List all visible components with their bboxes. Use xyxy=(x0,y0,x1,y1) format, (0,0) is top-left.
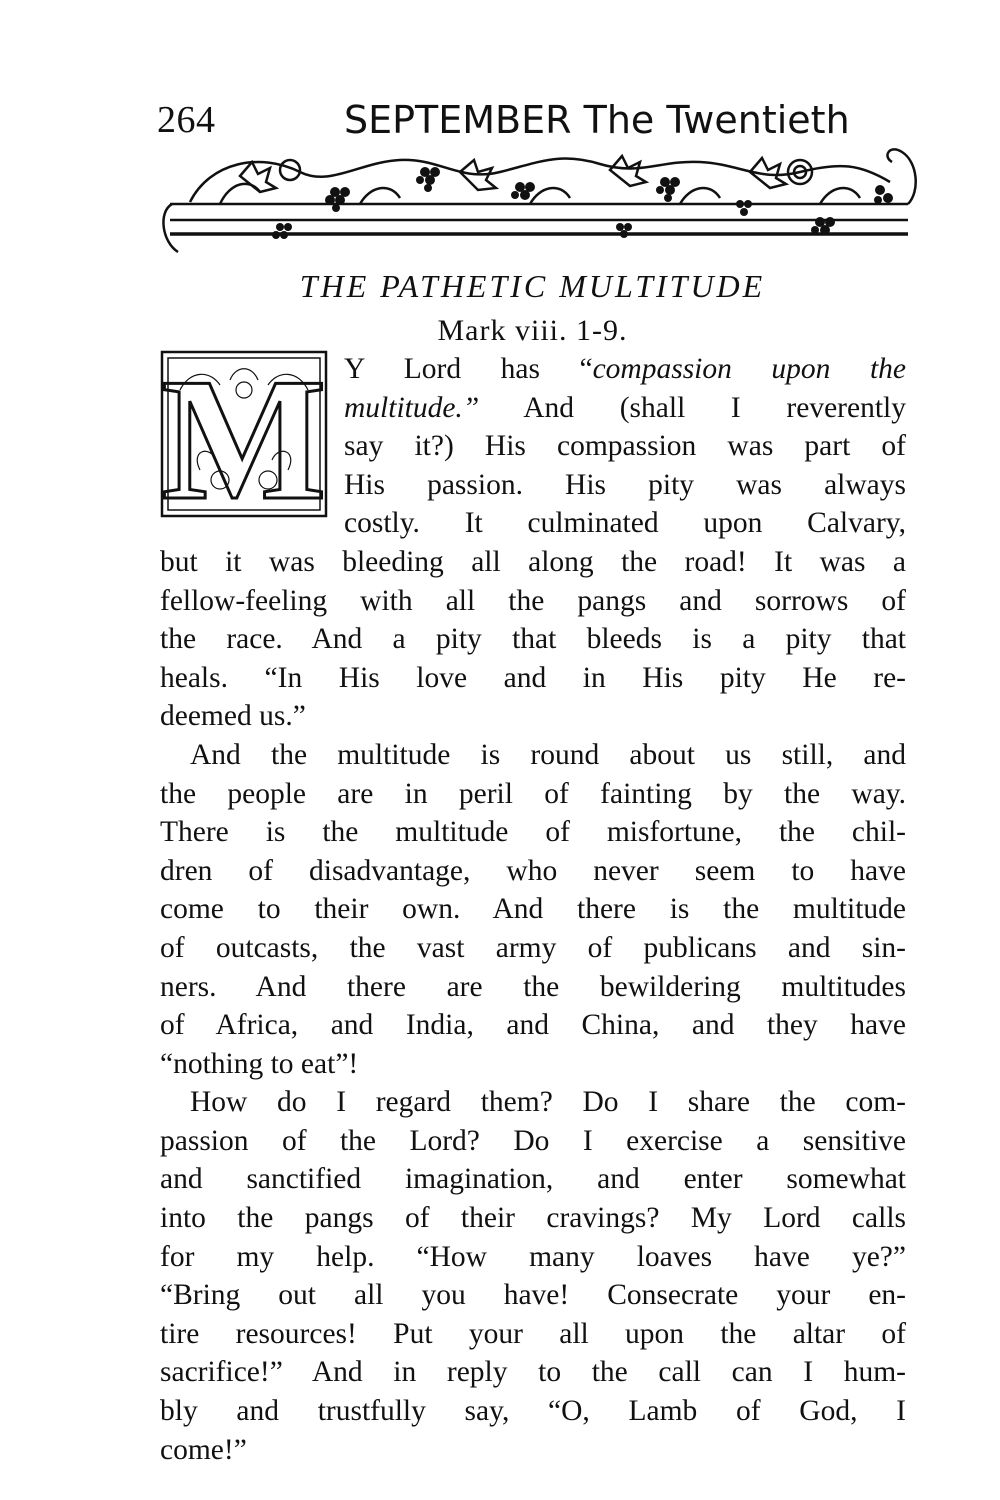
paragraph xyxy=(160,1083,906,1469)
text-line: “nothing to eat”! xyxy=(160,1047,359,1080)
text-line: come!” xyxy=(160,1433,247,1466)
grapevine-ornament-icon xyxy=(160,142,920,257)
text-line: but it was bleeding all along the road! It was a xyxy=(160,545,906,578)
paragraph xyxy=(160,350,906,736)
text-line: come to their own. And there is the multitude xyxy=(160,893,906,926)
text-line: sacrifice!” And in reply to the call can I hum- xyxy=(160,1356,906,1389)
text-line: costly. It culminated upon Calvary, xyxy=(344,507,906,540)
text-line: of outcasts, the vast army of publicans and sin- xyxy=(160,931,906,964)
text-line: the race. And a pity that bleeds is a pity that xyxy=(160,623,906,656)
running-head: SEPTEMBER The Twentieth xyxy=(344,98,850,142)
text-line: into the pangs of their cravings? My Lord calls xyxy=(160,1202,906,1235)
page-header xyxy=(157,98,917,148)
text-line: dren of disadvantage, who never seem to have xyxy=(160,854,906,887)
text-line: passion of the Lord? Do I exercise a sensitive xyxy=(160,1124,906,1157)
text-line: and sanctified imagination, and enter somewhat xyxy=(160,1163,906,1196)
text-line: deemed us.” xyxy=(160,700,306,733)
paragraph xyxy=(160,736,906,1083)
text-line: the people are in peril of fainting by the way. xyxy=(160,777,906,810)
text-line: There is the multitude of misfortune, the chil- xyxy=(160,816,906,849)
body-text xyxy=(160,350,906,1469)
text-line: of Africa, and India, and China, and they have xyxy=(160,1009,906,1042)
text-line: How do I regard them? Do I share the com- xyxy=(190,1086,906,1119)
text-line: fellow-feeling with all the pangs and sorrows of xyxy=(160,584,906,617)
scripture-reference: Mark viii. 1-9. xyxy=(437,314,628,347)
dropcap-letter: M xyxy=(161,350,327,518)
text-line: multitude.” And (shall I reverently xyxy=(344,391,906,424)
text-line: say it?) His compassion was part of xyxy=(344,430,906,463)
text-line: Y Lord has “compassion upon the xyxy=(344,353,906,385)
section-title: THE PATHETIC MULTITUDE xyxy=(299,268,766,304)
text-line: And the multitude is round about us still, and xyxy=(190,738,906,771)
text-line: ners. And there are the bewildering multitudes xyxy=(160,970,906,1003)
text-line: tire resources! Put your all upon the altar of xyxy=(160,1317,906,1350)
text-line: bly and trustfully say, “O, Lamb of God, I xyxy=(160,1395,906,1428)
text-line: His passion. His pity was always xyxy=(344,468,906,501)
text-line: for my help. “How many loaves have ye?” xyxy=(160,1240,906,1273)
page-number: 264 xyxy=(157,99,216,141)
text-line: “Bring out all you have! Consecrate your en- xyxy=(160,1279,906,1312)
text-line: heals. “In His love and in His pity He re- xyxy=(160,661,906,694)
